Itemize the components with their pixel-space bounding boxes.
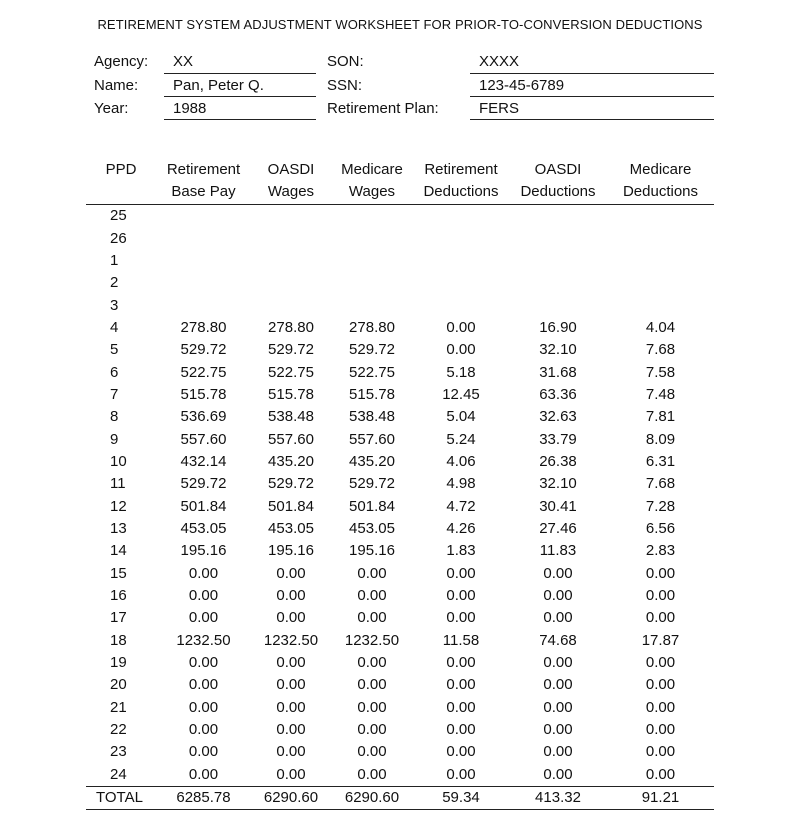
total-retirement-deductions: 59.34 (413, 786, 509, 809)
medicare-wages-cell: 0.00 (357, 765, 387, 783)
retirement-deductions-cell: 0.00 (446, 698, 476, 716)
year-value: 1988 (173, 100, 207, 117)
oasdi-wages-cell: 501.84 (268, 497, 314, 515)
retirement-base-pay-cell: 0.00 (188, 698, 219, 716)
oasdi-deductions-cell: 27.46 (539, 519, 577, 537)
table-row (86, 607, 714, 629)
medicare-wages-cell: 435.20 (349, 452, 395, 470)
ppd-cell: 15 (110, 564, 127, 582)
medicare-deductions-cell: 17.87 (641, 631, 680, 649)
ppd-cell: 25 (110, 207, 127, 225)
oasdi-deductions-cell (509, 205, 607, 228)
retirement-deductions-cell: 4.06 (446, 452, 476, 470)
table-row (86, 339, 714, 361)
ppd-cell: 4 (110, 318, 119, 336)
retirement-deductions-cell: 4.72 (446, 497, 476, 515)
table-row (86, 317, 714, 339)
retirement-base-pay-cell: 453.05 (180, 519, 227, 537)
oasdi-wages-cell: 0.00 (276, 743, 306, 761)
agency-value: XX (173, 53, 194, 70)
oasdi-wages-cell: 538.48 (268, 408, 314, 426)
table-row (86, 719, 714, 741)
retirement-deductions-cell: 0.00 (446, 765, 476, 783)
column-header-medicare-deductions: Medicare Deductions (607, 158, 714, 205)
medicare-deductions-cell (607, 272, 714, 294)
oasdi-deductions-cell: 32.10 (539, 341, 577, 359)
ppd-cell: 17 (110, 609, 127, 627)
column-header-retirement-base-pay: Retirement Base Pay (156, 158, 251, 205)
medicare-wages-cell: 0.00 (357, 743, 387, 761)
table-row (86, 764, 714, 787)
retirement-base-pay-cell: 0.00 (188, 564, 219, 582)
oasdi-wages-cell: 0.00 (276, 721, 306, 739)
total-oasdi-deductions: 413.32 (509, 786, 607, 809)
retirement-deductions-cell: 0.00 (446, 587, 476, 605)
medicare-wages-cell (331, 272, 413, 294)
plan-underline (470, 119, 714, 120)
medicare-deductions-cell: 2.83 (645, 542, 676, 560)
oasdi-deductions-cell: 63.36 (539, 385, 577, 403)
medicare-deductions-cell (607, 294, 714, 316)
medicare-deductions-cell: 7.28 (645, 497, 676, 515)
oasdi-wages-cell: 529.72 (268, 475, 314, 493)
retirement-deductions-cell: 1.83 (446, 542, 476, 560)
ppd-cell: 26 (110, 229, 127, 247)
retirement-base-pay-cell: 529.72 (180, 475, 227, 493)
table-row (86, 540, 714, 562)
retirement-base-pay-cell: 0.00 (188, 654, 219, 672)
medicare-wages-cell: 0.00 (357, 676, 387, 694)
retirement-base-pay-cell: 0.00 (188, 721, 219, 739)
retirement-base-pay-cell (156, 227, 251, 249)
ppd-cell: 9 (110, 430, 119, 448)
retirement-deductions-cell: 12.45 (442, 385, 480, 403)
oasdi-deductions-cell (509, 272, 607, 294)
medicare-deductions-cell: 6.56 (645, 519, 676, 537)
medicare-wages-cell: 278.80 (349, 318, 395, 336)
ppd-cell: 22 (110, 721, 127, 739)
retirement-base-pay-cell: 522.75 (180, 363, 227, 381)
table-row (86, 563, 714, 585)
medicare-deductions-cell: 0.00 (645, 721, 676, 739)
ppd-cell: 2 (110, 274, 119, 292)
medicare-wages-cell: 529.72 (349, 341, 395, 359)
medicare-wages-cell (331, 294, 413, 316)
name-underline (164, 96, 316, 97)
oasdi-deductions-cell: 11.83 (539, 542, 577, 560)
ppd-cell: 21 (110, 698, 127, 716)
retirement-deductions-cell: 0.00 (446, 564, 476, 582)
oasdi-wages-cell: 0.00 (276, 698, 306, 716)
oasdi-wages-cell: 522.75 (268, 363, 314, 381)
total-medicare-wages: 6290.60 (331, 786, 413, 809)
medicare-deductions-cell: 0.00 (645, 765, 676, 783)
ppd-cell: 3 (110, 296, 119, 314)
oasdi-deductions-cell: 26.38 (539, 452, 577, 470)
oasdi-wages-cell: 278.80 (268, 318, 314, 336)
deductions-table (86, 158, 714, 810)
oasdi-wages-cell (251, 272, 331, 294)
year-label: Year: (94, 100, 129, 117)
agency-label: Agency: (94, 53, 149, 70)
oasdi-wages-cell: 0.00 (276, 654, 306, 672)
table-row (86, 630, 714, 652)
medicare-deductions-cell: 0.00 (645, 676, 676, 694)
medicare-deductions-cell: 6.31 (645, 452, 676, 470)
retirement-deductions-cell: 4.98 (446, 475, 476, 493)
table-row (86, 518, 714, 540)
oasdi-wages-cell: 529.72 (268, 341, 314, 359)
table-row (86, 227, 714, 249)
retirement-base-pay-cell: 536.69 (180, 408, 227, 426)
retirement-base-pay-cell: 432.14 (180, 452, 227, 470)
total-oasdi-wages: 6290.60 (251, 786, 331, 809)
retirement-deductions-cell: 0.00 (446, 676, 476, 694)
medicare-wages-cell: 195.16 (349, 542, 395, 560)
retirement-deductions-cell: 5.24 (446, 430, 476, 448)
medicare-wages-cell: 0.00 (357, 609, 387, 627)
oasdi-wages-cell: 0.00 (276, 564, 306, 582)
oasdi-wages-cell (251, 227, 331, 249)
oasdi-wages-cell: 0.00 (276, 609, 306, 627)
retirement-deductions-cell: 5.18 (446, 363, 476, 381)
medicare-deductions-cell: 7.48 (645, 385, 676, 403)
oasdi-deductions-cell: 0.00 (543, 676, 573, 694)
retirement-deductions-cell: 0.00 (446, 743, 476, 761)
medicare-wages-cell: 538.48 (349, 408, 395, 426)
medicare-wages-cell: 0.00 (357, 721, 387, 739)
oasdi-deductions-cell: 0.00 (543, 721, 573, 739)
oasdi-deductions-cell: 74.68 (539, 631, 577, 649)
ssn-value: 123-45-6789 (479, 77, 565, 94)
retirement-deductions-cell: 4.26 (446, 519, 476, 537)
retirement-deductions-cell: 0.00 (446, 721, 476, 739)
medicare-wages-cell: 0.00 (357, 564, 387, 582)
medicare-deductions-cell: 0.00 (645, 654, 676, 672)
table-row (86, 406, 714, 428)
name-label: Name: (94, 77, 139, 94)
medicare-deductions-cell: 0.00 (645, 698, 676, 716)
retirement-base-pay-cell: 515.78 (180, 385, 227, 403)
ppd-cell: 24 (110, 765, 127, 783)
oasdi-deductions-cell: 0.00 (543, 587, 573, 605)
oasdi-deductions-cell (509, 227, 607, 249)
medicare-deductions-cell: 0.00 (645, 587, 676, 605)
column-header-oasdi-deductions: OASDI Deductions (509, 158, 607, 205)
son-underline (470, 73, 714, 74)
table-row (86, 250, 714, 272)
ppd-cell: 19 (110, 654, 127, 672)
oasdi-wages-cell (251, 205, 331, 228)
total-retirement-base-pay: 6285.78 (156, 786, 251, 809)
oasdi-wages-cell: 0.00 (276, 587, 306, 605)
retirement-deductions-cell: 0.00 (446, 341, 476, 359)
ppd-cell: 11 (110, 475, 126, 493)
ssn-underline (470, 96, 714, 97)
agency-underline (164, 73, 316, 74)
retirement-base-pay-cell: 0.00 (188, 587, 219, 605)
medicare-wages-cell (331, 227, 413, 249)
ppd-cell: 14 (110, 542, 127, 560)
total-medicare-deductions: 91.21 (607, 786, 714, 809)
worksheet-title: RETIREMENT SYSTEM ADJUSTMENT WORKSHEET FOR PRIOR-TO-CONVERSION DEDUCTIONS (97, 17, 703, 32)
table-row (86, 652, 714, 674)
retirement-base-pay-cell: 501.84 (180, 497, 227, 515)
medicare-wages-cell: 0.00 (357, 587, 387, 605)
oasdi-wages-cell: 453.05 (268, 519, 314, 537)
medicare-deductions-cell: 7.68 (645, 475, 676, 493)
ppd-cell: 6 (110, 363, 119, 381)
column-header-medicare-wages: Medicare Wages (331, 158, 413, 205)
medicare-deductions-cell: 7.81 (645, 408, 676, 426)
year-underline (164, 119, 316, 120)
ppd-cell: 16 (110, 587, 127, 605)
oasdi-wages-cell: 557.60 (268, 430, 314, 448)
retirement-base-pay-cell (156, 272, 251, 294)
table-row (86, 361, 714, 383)
oasdi-deductions-cell: 0.00 (543, 765, 573, 783)
son-value: XXXX (479, 53, 520, 70)
oasdi-wages-cell: 0.00 (276, 676, 306, 694)
retirement-deductions-cell: 0.00 (446, 609, 476, 627)
medicare-deductions-cell: 0.00 (645, 609, 676, 627)
retirement-base-pay-cell: 0.00 (188, 743, 219, 761)
table-row (86, 585, 714, 607)
medicare-wages-cell: 453.05 (349, 519, 395, 537)
medicare-wages-cell: 515.78 (349, 385, 395, 403)
ppd-cell: 1 (110, 251, 119, 269)
oasdi-deductions-cell: 0.00 (543, 654, 573, 672)
oasdi-deductions-cell: 32.63 (539, 408, 577, 426)
medicare-wages-cell: 0.00 (357, 654, 387, 672)
retirement-base-pay-cell (156, 250, 251, 272)
oasdi-deductions-cell (509, 294, 607, 316)
table-row (86, 294, 714, 316)
plan-label: Retirement Plan: (327, 100, 439, 117)
medicare-wages-cell: 522.75 (349, 363, 395, 381)
oasdi-deductions-cell: 16.90 (539, 318, 577, 336)
total-row (86, 786, 714, 809)
table-row (86, 674, 714, 696)
column-header-oasdi-wages: OASDI Wages (251, 158, 331, 205)
ppd-cell: 20 (110, 676, 127, 694)
table-row (86, 205, 714, 228)
table-row (86, 384, 714, 406)
table-row (86, 428, 714, 450)
table-row (86, 697, 714, 719)
retirement-deductions-cell: 11.58 (442, 631, 480, 649)
retirement-deductions-cell (413, 250, 509, 272)
column-header-ppd: PPD (86, 158, 156, 205)
medicare-deductions-cell (607, 250, 714, 272)
retirement-deductions-cell: 0.00 (446, 318, 476, 336)
ppd-cell: 5 (110, 341, 119, 359)
medicare-wages-cell: 501.84 (349, 497, 395, 515)
medicare-wages-cell: 529.72 (349, 475, 395, 493)
ssn-label: SSN: (327, 77, 363, 94)
name-value: Pan, Peter Q. (173, 77, 264, 94)
retirement-deductions-cell (413, 294, 509, 316)
medicare-deductions-cell: 8.09 (645, 430, 676, 448)
table-header-row (86, 158, 714, 205)
oasdi-wages-cell (251, 294, 331, 316)
retirement-deductions-cell: 5.04 (446, 408, 476, 426)
ppd-cell: 10 (110, 452, 127, 470)
oasdi-deductions-cell: 33.79 (539, 430, 577, 448)
medicare-wages-cell: 557.60 (349, 430, 395, 448)
table-row (86, 495, 714, 517)
ppd-cell: 18 (110, 631, 127, 649)
retirement-base-pay-cell: 529.72 (180, 341, 227, 359)
medicare-wages-cell: 0.00 (357, 698, 387, 716)
retirement-base-pay-cell (156, 205, 251, 228)
ppd-cell: 7 (110, 385, 119, 403)
oasdi-wages-cell: 0.00 (276, 765, 306, 783)
oasdi-deductions-cell: 0.00 (543, 609, 573, 627)
ppd-cell: 12 (110, 497, 127, 515)
retirement-base-pay-cell: 278.80 (180, 318, 227, 336)
medicare-deductions-cell: 0.00 (645, 743, 676, 761)
medicare-deductions-cell: 7.68 (645, 341, 676, 359)
retirement-base-pay-cell: 0.00 (188, 765, 219, 783)
retirement-base-pay-cell: 0.00 (188, 676, 219, 694)
retirement-base-pay-cell (156, 294, 251, 316)
retirement-base-pay-cell: 1232.50 (176, 631, 231, 649)
oasdi-deductions-cell (509, 250, 607, 272)
table-row (86, 741, 714, 763)
oasdi-deductions-cell: 0.00 (543, 564, 573, 582)
medicare-wages-cell: 1232.50 (344, 631, 400, 649)
plan-value: FERS (479, 100, 520, 117)
medicare-deductions-cell: 7.58 (645, 363, 676, 381)
oasdi-deductions-cell: 30.41 (539, 497, 577, 515)
retirement-base-pay-cell: 557.60 (180, 430, 227, 448)
medicare-deductions-cell: 4.04 (645, 318, 676, 336)
oasdi-wages-cell: 515.78 (268, 385, 314, 403)
oasdi-wages-cell: 195.16 (268, 542, 314, 560)
ppd-cell: 8 (110, 408, 119, 426)
medicare-deductions-cell (607, 205, 714, 228)
retirement-base-pay-cell: 195.16 (180, 542, 227, 560)
retirement-deductions-cell (413, 205, 509, 228)
oasdi-wages-cell: 435.20 (268, 452, 314, 470)
oasdi-deductions-cell: 32.10 (539, 475, 577, 493)
retirement-deductions-cell (413, 272, 509, 294)
table-row (86, 451, 714, 473)
oasdi-deductions-cell: 0.00 (543, 698, 573, 716)
son-label: SON: (327, 53, 364, 70)
retirement-deductions-cell: 0.00 (446, 654, 476, 672)
medicare-deductions-cell: 0.00 (645, 564, 676, 582)
medicare-deductions-cell (607, 227, 714, 249)
medicare-wages-cell (331, 205, 413, 228)
ppd-cell: 23 (110, 743, 127, 761)
table-row (86, 473, 714, 495)
retirement-base-pay-cell: 0.00 (188, 609, 219, 627)
oasdi-deductions-cell: 31.68 (539, 363, 577, 381)
column-header-retirement-deductions: Retirement Deductions (413, 158, 509, 205)
oasdi-wages-cell (251, 250, 331, 272)
total-label: TOTAL (86, 786, 156, 809)
table-row (86, 272, 714, 294)
oasdi-wages-cell: 1232.50 (263, 631, 319, 649)
retirement-deductions-cell (413, 227, 509, 249)
oasdi-deductions-cell: 0.00 (543, 743, 573, 761)
medicare-wages-cell (331, 250, 413, 272)
ppd-cell: 13 (110, 519, 127, 537)
